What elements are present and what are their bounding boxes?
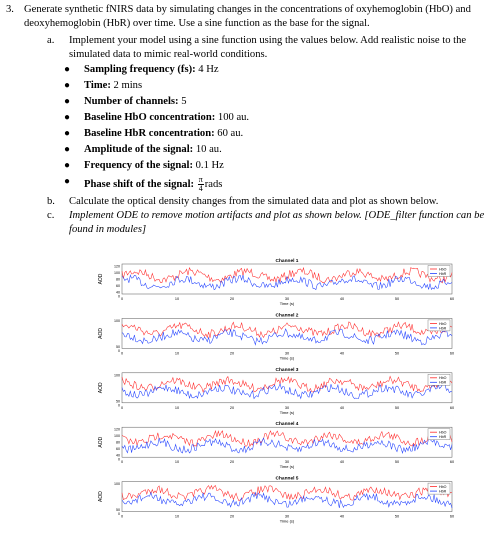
- x-axis-label: Time (s): [279, 464, 295, 470]
- y-tick-label: 0: [118, 294, 120, 299]
- x-tick-label: 50: [394, 405, 400, 410]
- param-value: 0.1 Hz: [192, 160, 224, 171]
- plot-axes: [122, 264, 452, 294]
- x-tick-label: 50: [394, 514, 400, 519]
- y-tick-label: 80: [116, 277, 120, 282]
- y-tick-label: 120: [114, 427, 120, 432]
- plot-axes: [122, 373, 452, 403]
- question-text: Generate synthetic fNIRS data by simulating changes in the concentrations of oxyhemoglobin (HbO) and deoxyhemoglobin (HbR) over time. Use a sine function as the base for the signal.: [24, 4, 471, 29]
- param-value: 5: [178, 96, 187, 107]
- part-a-text: Implement your model using a sine function using the values below. Add realistic noise to the simulated data to mimic real-world conditions.: [69, 35, 467, 60]
- x-tick-label: 20: [229, 405, 235, 410]
- x-tick-label: 30: [284, 351, 290, 356]
- panel-title: Channel 4: [275, 422, 299, 428]
- bullet-icon: ●: [64, 112, 71, 123]
- x-tick-label: 0: [120, 351, 124, 356]
- x-tick-label: 50: [394, 351, 400, 356]
- legend-label: HbR: [439, 326, 447, 331]
- x-tick-label: 0: [120, 460, 124, 465]
- panel-title: Channel 1: [275, 259, 299, 264]
- param-name: Baseline HbR concentration:: [84, 128, 215, 139]
- param-value: 10 au.: [193, 144, 222, 155]
- legend-label: HbO: [439, 485, 447, 489]
- y-tick-label: 120: [114, 264, 120, 269]
- param-name: Phase shift of the signal:: [84, 178, 195, 190]
- bullet-icon: ●: [64, 160, 71, 171]
- y-tick-label: 100: [114, 318, 120, 323]
- part-b-text: Calculate the optical density changes from the simulated data and plot as shown below.: [69, 196, 439, 207]
- y-tick-label: 40: [116, 290, 120, 295]
- x-tick-label: 20: [229, 514, 235, 519]
- y-tick-label: 60: [116, 284, 120, 288]
- panel-title: Channel 2: [275, 313, 299, 319]
- x-tick-label: 30: [284, 297, 290, 301]
- part-a-label: a.: [47, 35, 55, 46]
- y-tick-label: 60: [116, 447, 120, 452]
- x-axis-label: Time (s): [279, 409, 295, 415]
- y-tick-label: 0: [118, 512, 120, 517]
- fraction-numerator: π: [198, 175, 203, 184]
- y-tick-label: 40: [116, 453, 120, 458]
- x-tick-label: 40: [339, 351, 345, 356]
- param-value: 2 mins: [110, 80, 143, 91]
- legend-label: HbR: [439, 380, 447, 385]
- x-tick-label: 20: [229, 460, 235, 465]
- y-axis-label: AOD: [98, 491, 104, 503]
- param-name: Time:: [84, 80, 111, 91]
- x-tick-label: 40: [339, 405, 345, 410]
- x-tick-label: 20: [229, 297, 235, 301]
- y-tick-label: 0: [118, 457, 120, 462]
- bullet-icon: ●: [64, 96, 71, 107]
- y-tick-label: 50: [116, 508, 120, 513]
- x-tick-label: 0: [120, 405, 124, 410]
- x-tick-label: 10: [174, 297, 180, 301]
- y-axis-label: AOD: [98, 382, 104, 394]
- x-axis-label: Time (s): [279, 355, 295, 361]
- legend-label: HbO: [439, 321, 447, 326]
- x-tick-label: 20: [229, 351, 235, 356]
- x-tick-label: 50: [394, 460, 400, 465]
- bullet-icon: ●: [64, 144, 71, 155]
- x-tick-label: 50: [394, 297, 400, 301]
- part-c-text: Implement ODE to remove motion artifacts and plot as shown below. [ODE_filter function can be found in modules]: [69, 210, 485, 235]
- x-tick-label: 30: [284, 514, 290, 519]
- x-tick-label: 60: [449, 351, 455, 356]
- y-tick-label: 80: [116, 440, 120, 445]
- param-value: 100 au.: [215, 112, 250, 123]
- x-tick-label: 10: [174, 460, 180, 465]
- y-tick-label: 50: [116, 399, 120, 404]
- x-tick-label: 0: [120, 297, 124, 301]
- param-name: Frequency of the signal:: [84, 160, 193, 171]
- phase-fraction: [198, 176, 204, 193]
- y-axis-label: AOD: [98, 436, 104, 448]
- x-tick-label: 60: [449, 405, 455, 410]
- question-number: 3.: [6, 4, 14, 15]
- y-axis-label: AOD: [98, 327, 104, 339]
- panel-title: Channel 3: [275, 367, 299, 373]
- x-axis-label: Time (s): [279, 518, 295, 524]
- legend-label: HbO: [439, 376, 447, 381]
- y-tick-label: 100: [114, 373, 120, 378]
- legend-label: HbO: [439, 267, 447, 272]
- bullet-icon: ●: [64, 80, 71, 91]
- x-tick-label: 10: [174, 405, 180, 410]
- y-tick-label: 50: [116, 344, 120, 349]
- y-tick-label: 0: [118, 348, 120, 353]
- param-value: 60 au.: [214, 128, 244, 139]
- param-unit: rads: [204, 178, 223, 190]
- x-tick-label: 40: [339, 460, 345, 465]
- param-value: 4 Hz: [195, 64, 219, 75]
- x-tick-label: 60: [449, 460, 455, 465]
- legend-label: HbR: [439, 435, 447, 440]
- param-name: Sampling frequency (fs):: [84, 64, 196, 75]
- x-tick-label: 10: [174, 351, 180, 356]
- bullet-icon: ●: [64, 64, 71, 75]
- channels-figure: [92, 254, 470, 526]
- x-tick-label: 60: [449, 297, 455, 301]
- y-tick-label: 0: [118, 403, 120, 408]
- param-name: Number of channels:: [84, 96, 179, 107]
- bullet-icon: ●: [64, 176, 71, 187]
- x-tick-label: 30: [284, 405, 290, 410]
- bullet-icon: ●: [64, 128, 71, 139]
- legend-label: HbR: [439, 271, 447, 276]
- part-c-label: c.: [47, 210, 55, 221]
- x-tick-label: 40: [339, 514, 345, 519]
- x-tick-label: 30: [284, 460, 290, 465]
- fraction-denominator: 4: [198, 184, 203, 193]
- legend-label: HbO: [439, 430, 447, 435]
- y-axis-label: AOD: [98, 273, 104, 285]
- y-tick-label: 100: [114, 434, 120, 439]
- panel-title: Channel 5: [275, 476, 299, 482]
- y-tick-label: 100: [114, 482, 120, 487]
- x-tick-label: 60: [449, 514, 455, 519]
- x-tick-label: 0: [120, 514, 124, 519]
- x-tick-label: 40: [339, 297, 345, 301]
- param-name: Baseline HbO concentration:: [84, 112, 216, 123]
- legend-label: HbR: [439, 489, 447, 494]
- part-b-label: b.: [47, 196, 55, 207]
- param-name: Amplitude of the signal:: [84, 144, 194, 155]
- x-axis-label: Time (s): [279, 301, 295, 306]
- x-tick-label: 10: [174, 514, 180, 519]
- y-tick-label: 100: [114, 271, 120, 275]
